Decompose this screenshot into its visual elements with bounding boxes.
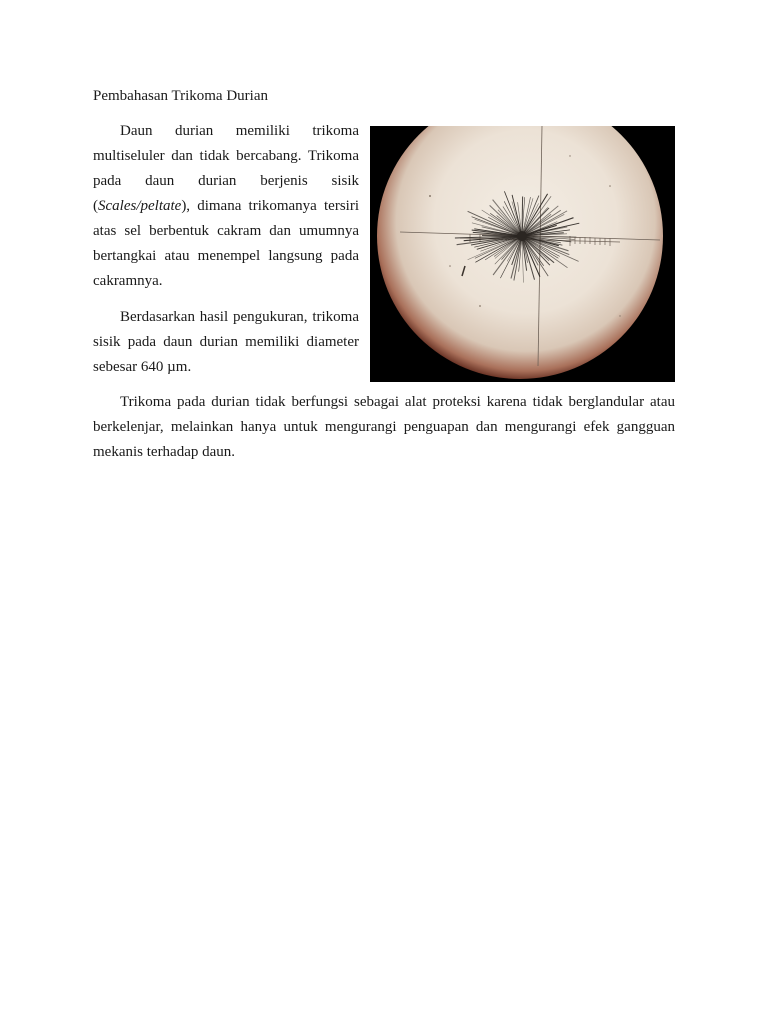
paragraph-description-part1: Daun durian memiliki trikoma multiseluler dan tidak bercabang. Trikoma pada daun durian berjenis sisik ( — [93, 123, 359, 214]
paragraph-measurement: Berdasarkan hasil pengukuran, trikoma sisik pada daun durian memiliki diameter sebesar 640 µm. — [93, 309, 359, 375]
left-column-text — [93, 119, 359, 390]
microscope-field-graphic — [370, 126, 675, 382]
paragraph-description-italic: Scales/peltate — [98, 198, 182, 214]
page-title: Pembahasan Trikoma Durian — [93, 88, 268, 104]
paragraph-function: Trikoma pada durian tidak berfungsi sebagai alat proteksi karena tidak berglandular atau berkelenjar, melainkan hanya untuk mengurangi penguapan dan mengurangi efek gangguan mekanis terhadap daun. — [93, 394, 675, 460]
trichome-center — [517, 231, 527, 241]
paragraph-description-part2: ), dimana trikomanya tersiri atas sel berbentuk cakram dan umumnya bertangkai atau menempel langsung pada cakramnya. — [93, 198, 359, 289]
paragraph-description — [93, 119, 359, 294]
full-width-text — [93, 390, 675, 465]
microscope-image — [370, 126, 675, 382]
